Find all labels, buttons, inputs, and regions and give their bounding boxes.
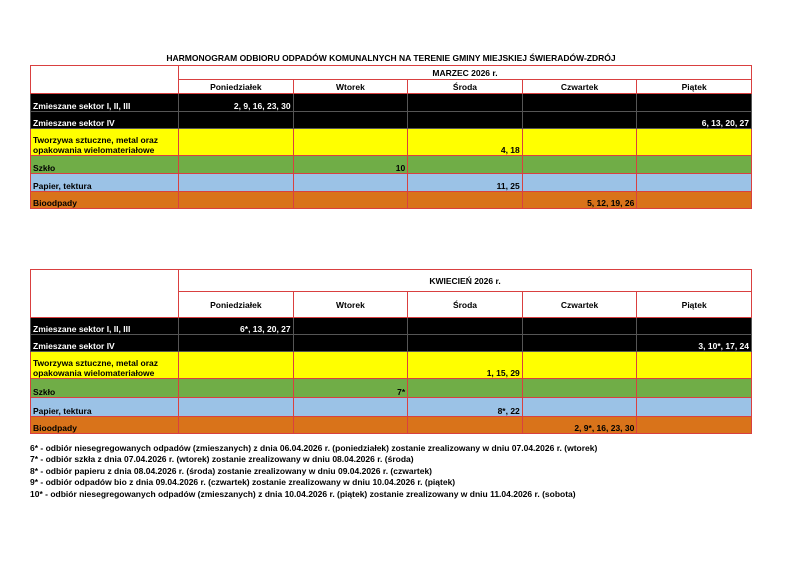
row-label: Tworzywa sztuczne, metal oraz opakowania wielomateriałowe — [31, 129, 179, 156]
table-cell: 7* — [293, 379, 408, 398]
corner-cell — [31, 66, 179, 94]
table-cell: 10 — [293, 156, 408, 174]
table-cell — [522, 94, 637, 112]
row-label: Bioodpady — [31, 417, 179, 434]
table-row — [31, 398, 752, 417]
table-cell — [637, 156, 752, 174]
table-cell — [637, 398, 752, 417]
table-cell — [522, 156, 637, 174]
table-cell — [293, 398, 408, 417]
page-title: HARMONOGRAM ODBIORU ODPADÓW KOMUNALNYCH NA TERENIE GMINY MIEJSKIEJ ŚWIERADÓW-ZDRÓJ — [166, 53, 616, 63]
row-label: Szkło — [31, 379, 179, 398]
march-schedule-table — [30, 65, 752, 209]
table-cell — [179, 335, 294, 352]
table-cell — [179, 417, 294, 434]
row-label: Szkło — [31, 156, 179, 174]
table-cell — [408, 417, 523, 434]
table-cell — [408, 379, 523, 398]
april-schedule-table — [30, 269, 752, 434]
table-cell: 6*, 13, 20, 27 — [179, 318, 294, 335]
footnote: 9* - odbiór odpadów bio z dnia 09.04.2026 r. (czwartek) zostanie zrealizowany w dniu 10.04.2026 r. (piątek) — [30, 477, 456, 488]
row-label: Papier, tektura — [31, 398, 179, 417]
month-header: KWIECIEŃ 2026 r. — [179, 270, 752, 292]
table-cell — [408, 335, 523, 352]
table-cell — [293, 352, 408, 379]
table-cell — [293, 335, 408, 352]
month-header-row — [31, 66, 752, 80]
table-cell — [179, 192, 294, 209]
day-header-tue: Wtorek — [293, 292, 408, 318]
table-row — [31, 174, 752, 192]
footnotes — [30, 443, 770, 500]
footnote: 6* - odbiór niesegregowanych odpadów (zmieszanych) z dnia 06.04.2026 r. (poniedziałek) zostanie zrealizowany w dniu 07.04.2026 r. (wtorek) — [30, 443, 598, 453]
row-label: Tworzywa sztuczne, metal oraz opakowania wielomateriałowe — [31, 352, 179, 379]
table-row — [31, 318, 752, 335]
table-cell — [408, 112, 523, 129]
table-cell — [179, 174, 294, 192]
table-cell — [637, 379, 752, 398]
table-cell: 2, 9, 16, 23, 30 — [179, 94, 294, 112]
table-row — [31, 352, 752, 379]
table-cell — [522, 335, 637, 352]
month-header: MARZEC 2026 r. — [179, 66, 752, 80]
footnote: 7* - odbiór szkła z dnia 07.04.2026 r. (wtorek) zostanie zrealizowany w dniu 08.04.2026 r. (środa) — [30, 454, 414, 465]
table-cell — [179, 112, 294, 129]
table-cell — [637, 417, 752, 434]
month-header-row — [31, 270, 752, 292]
table-row — [31, 192, 752, 209]
row-label: Zmieszane sektor I, II, III — [31, 94, 179, 112]
table-row — [31, 94, 752, 112]
table-cell — [179, 156, 294, 174]
table-cell — [408, 94, 523, 112]
table-cell: 6, 13, 20, 27 — [637, 112, 752, 129]
footnote: 10* - odbiór niesegregowanych odpadów (zmieszanych) z dnia 10.04.2026 r. (piątek) zostanie zrealizowany w dniu 11.04.2026 r. (sobota) — [30, 488, 576, 499]
table-cell: 2, 9*, 16, 23, 30 — [522, 417, 637, 434]
table-row — [31, 335, 752, 352]
table-cell — [293, 112, 408, 129]
table-cell: 8*, 22 — [408, 398, 523, 417]
table-cell — [637, 129, 752, 156]
row-label: Zmieszane sektor IV — [31, 112, 179, 129]
table-cell — [522, 398, 637, 417]
table-cell — [522, 379, 637, 398]
day-header-fri: Piątek — [637, 80, 752, 94]
day-header-fri: Piątek — [637, 292, 752, 318]
table-cell — [293, 129, 408, 156]
corner-cell — [31, 270, 179, 318]
table-row — [31, 156, 752, 174]
table-cell — [293, 318, 408, 335]
table-row — [31, 129, 752, 156]
table-cell — [293, 174, 408, 192]
table-cell — [179, 129, 294, 156]
table-cell — [179, 379, 294, 398]
table-cell — [293, 192, 408, 209]
table-cell — [408, 318, 523, 335]
table-cell — [408, 192, 523, 209]
table-cell — [179, 352, 294, 379]
table-cell — [522, 318, 637, 335]
table-cell — [637, 318, 752, 335]
day-header-wed: Środa — [408, 80, 523, 94]
table-cell: 3, 10*, 17, 24 — [637, 335, 752, 352]
row-label: Papier, tektura — [31, 174, 179, 192]
table-cell — [522, 129, 637, 156]
table-cell: 5, 12, 19, 26 — [522, 192, 637, 209]
table-cell — [293, 94, 408, 112]
day-header-tue: Wtorek — [293, 80, 408, 94]
day-header-mon: Poniedziałek — [179, 292, 294, 318]
table-cell — [522, 174, 637, 192]
table-cell — [522, 352, 637, 379]
table-cell: 4, 18 — [408, 129, 523, 156]
day-header-thu: Czwartek — [522, 80, 637, 94]
table-cell — [293, 417, 408, 434]
table-cell — [408, 156, 523, 174]
row-label: Zmieszane sektor IV — [31, 335, 179, 352]
footnote: 8* - odbiór papieru z dnia 08.04.2026 r. (środa) zostanie zrealizowany w dniu 09.04.2026 r. (czwartek) — [30, 465, 433, 476]
table-row — [31, 379, 752, 398]
table-row — [31, 112, 752, 129]
table-cell: 1, 15, 29 — [408, 352, 523, 379]
table-cell — [179, 398, 294, 417]
row-label: Zmieszane sektor I, II, III — [31, 318, 179, 335]
table-cell — [637, 94, 752, 112]
row-label: Bioodpady — [31, 192, 179, 209]
day-header-mon: Poniedziałek — [179, 80, 294, 94]
table-row — [31, 417, 752, 434]
day-header-wed: Środa — [408, 292, 523, 318]
table-cell — [637, 352, 752, 379]
table-cell: 11, 25 — [408, 174, 523, 192]
table-cell — [637, 192, 752, 209]
day-header-thu: Czwartek — [522, 292, 637, 318]
table-cell — [522, 112, 637, 129]
table-cell — [637, 174, 752, 192]
